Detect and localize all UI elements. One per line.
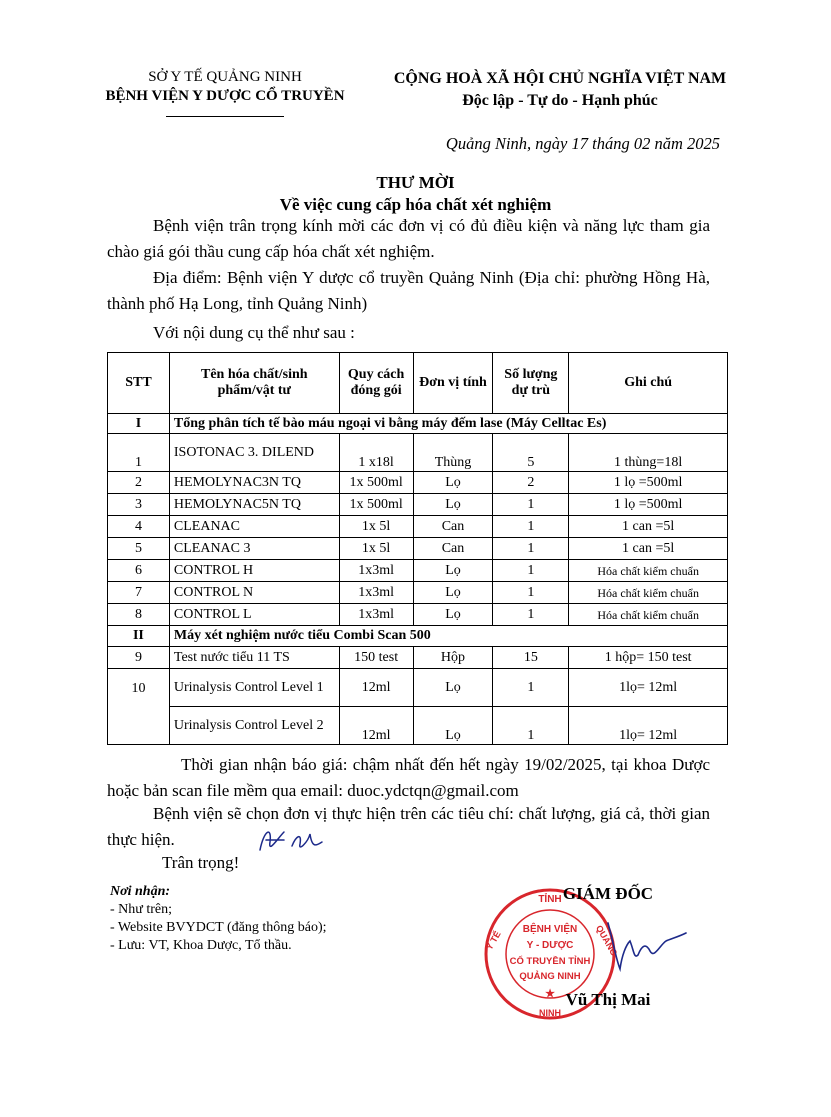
issuer-underline [166, 116, 284, 117]
content-intro-text: Với nội dung cụ thể như sau : [153, 323, 355, 342]
cell-name: CLEANAC [169, 516, 339, 538]
recipient-item: - Như trên; [110, 902, 173, 917]
recipient-item: - Lưu: VT, Khoa Dược, Tổ thầu. [110, 938, 292, 953]
items-table [107, 352, 728, 745]
cell-unit: Lọ [413, 560, 493, 582]
recipients-block [110, 883, 327, 955]
table-row [108, 582, 728, 604]
cell-spec: 1x 5l [339, 538, 413, 560]
national-title: CỘNG HOÀ XÃ HỘI CHỦ NGHĨA VIỆT NAM [393, 70, 727, 87]
national-header [360, 68, 760, 112]
cell-qty: 1 [493, 604, 569, 626]
cell-spec: 150 test [339, 647, 413, 669]
deadline-text: Thời gian nhận báo giá: chậm nhất đến hết ngày 19/02/2025, tại khoa Dược hoặc bản scan file mềm qua email: duoc.ydctqn@gmail.com [107, 755, 710, 800]
cell-stt: 8 [108, 604, 170, 626]
cell-name: Urinalysis Control Level 1 [169, 669, 339, 707]
cell-qty: 15 [493, 647, 569, 669]
closing-line: Trân trọng! [162, 853, 240, 872]
cell-name: CONTROL L [169, 604, 339, 626]
seal-ring-right: QUẢNG [593, 923, 620, 958]
cell-spec: 1x3ml [339, 604, 413, 626]
cell-unit: Lọ [413, 494, 493, 516]
cell-unit: Can [413, 516, 493, 538]
section-title: Máy xét nghiệm nước tiểu Combi Scan 500 [169, 626, 727, 647]
cell-name: CONTROL N [169, 582, 339, 604]
cell-spec: 1x 500ml [339, 472, 413, 494]
seal-line4: QUẢNG NINH [519, 971, 581, 982]
seal-ring-bottom: NINH [539, 1008, 561, 1018]
issuer-hospital: BỆNH VIỆN Y DƯỢC CỔ TRUYỀN [105, 88, 345, 104]
criteria-paragraph [107, 801, 710, 853]
cell-stt: 10 [108, 669, 170, 745]
cell-spec: 12ml [339, 669, 413, 707]
cell-qty: 1 [493, 669, 569, 707]
cell-name: ISOTONAC 3. DILEND [169, 434, 339, 472]
seal-line3: CỔ TRUYỀN TỈNH [509, 956, 591, 967]
cell-stt: 7 [108, 582, 170, 604]
cell-qty: 2 [493, 472, 569, 494]
section-row [108, 414, 728, 434]
cell-spec: 1x 500ml [339, 494, 413, 516]
seal-line2: Y - DƯỢC [526, 940, 574, 951]
issuer-department: SỞ Y TẾ QUẢNG NINH [148, 69, 302, 85]
cell-stt: 1 [108, 434, 170, 472]
document-title: THƯ MỜI [376, 173, 455, 192]
cell-unit: Lọ [413, 669, 493, 707]
national-motto: Độc lập - Tự do - Hạnh phúc [462, 92, 658, 109]
cell-name: HEMOLYNAC3N TQ [169, 472, 339, 494]
deadline-paragraph [107, 752, 710, 804]
table-row [108, 538, 728, 560]
issuer-block [60, 68, 390, 117]
cell-unit: Can [413, 538, 493, 560]
cell-name: HEMOLYNAC5N TQ [169, 494, 339, 516]
cell-unit: Lọ [413, 472, 493, 494]
cell-note: 1 hộp= 150 test [569, 647, 728, 669]
seal-line1: BỆNH VIỆN [522, 924, 578, 935]
cell-unit: Lọ [413, 707, 493, 745]
header-unit: Đơn vị tính [413, 353, 493, 414]
date-line: Quảng Ninh, ngày 17 tháng 02 năm 2025 [445, 134, 720, 153]
handwritten-signature [600, 915, 690, 975]
table-row [108, 707, 728, 745]
cell-qty: 1 [493, 560, 569, 582]
section-number: I [108, 414, 170, 434]
table-row [108, 647, 728, 669]
seal-ring-top: TỈNH [538, 894, 562, 905]
cell-qty: 5 [493, 434, 569, 472]
seal-star-icon: ★ [545, 988, 555, 1000]
cell-unit: Thùng [413, 434, 493, 472]
seal-ring-left: Y TẾ [484, 929, 503, 952]
cell-spec: 12ml [339, 707, 413, 745]
intro-text: Bệnh viện trân trọng kính mời các đơn vị có đủ điều kiện và năng lực tham gia chào giá gói thầu cung cấp hóa chất xét nghiệm. [107, 216, 710, 261]
cell-unit: Hộp [413, 647, 493, 669]
section-number: II [108, 626, 170, 647]
cell-note: Hóa chất kiểm chuẩn [569, 604, 728, 626]
header-stt: STT [108, 353, 170, 414]
document-subject: Về việc cung cấp hóa chất xét nghiệm [279, 195, 552, 214]
table-row [108, 434, 728, 472]
cell-qty: 1 [493, 494, 569, 516]
cell-note: 1 can =5l [569, 516, 728, 538]
cell-spec: 1x 5l [339, 516, 413, 538]
cell-qty: 1 [493, 707, 569, 745]
cell-qty: 1 [493, 582, 569, 604]
location-paragraph [107, 265, 710, 317]
cell-stt: 9 [108, 647, 170, 669]
table-row [108, 494, 728, 516]
table-row [108, 604, 728, 626]
cell-note: 1lọ= 12ml [569, 669, 728, 707]
cell-note: 1 lọ =500ml [569, 494, 728, 516]
cell-name: CONTROL H [169, 560, 339, 582]
cell-note: 1lọ= 12ml [569, 707, 728, 745]
recipients-heading: Nơi nhận: [110, 884, 171, 899]
initials-mark [250, 820, 330, 860]
cell-stt: 3 [108, 494, 170, 516]
signer-title: GIÁM ĐỐC [562, 884, 654, 903]
cell-note: 1 lọ =500ml [569, 472, 728, 494]
header-name: Tên hóa chất/sinh phẩm/vật tư [169, 353, 339, 414]
table-row [108, 669, 728, 707]
recipient-item: - Website BVYDCT (đăng thông báo); [110, 920, 327, 935]
table-header-row [108, 353, 728, 414]
section-row [108, 626, 728, 647]
content-intro [107, 320, 710, 346]
cell-unit: Lọ [413, 582, 493, 604]
location-text: Địa điểm: Bệnh viện Y dược cổ truyền Quảng Ninh (Địa chỉ: phường Hồng Hà, thành phố Hạ Long, tỉnh Quảng Ninh) [107, 268, 710, 313]
cell-stt: 5 [108, 538, 170, 560]
header-spec: Quy cách đóng gói [339, 353, 413, 414]
cell-stt: 2 [108, 472, 170, 494]
table-row [108, 472, 728, 494]
cell-spec: 1x3ml [339, 560, 413, 582]
cell-name: CLEANAC 3 [169, 538, 339, 560]
cell-note: 1 thùng=18l [569, 434, 728, 472]
cell-qty: 1 [493, 538, 569, 560]
table-row [108, 516, 728, 538]
cell-qty: 1 [493, 516, 569, 538]
intro-paragraph [107, 213, 710, 265]
cell-stt: 6 [108, 560, 170, 582]
cell-spec: 1 x18l [339, 434, 413, 472]
table-row [108, 560, 728, 582]
header-note: Ghi chú [569, 353, 728, 414]
cell-name: Urinalysis Control Level 2 [169, 707, 339, 745]
cell-note: Hóa chất kiểm chuẩn [569, 560, 728, 582]
signer-name: Vũ Thị Mai [565, 990, 651, 1009]
cell-spec: 1x3ml [339, 582, 413, 604]
cell-note: Hóa chất kiểm chuẩn [569, 582, 728, 604]
cell-unit: Lọ [413, 604, 493, 626]
section-title: Tổng phân tích tế bào máu ngoại vi bằng máy đếm lase (Máy Celltac Es) [169, 414, 727, 434]
cell-name: Test nước tiểu 11 TS [169, 647, 339, 669]
cell-note: 1 can =5l [569, 538, 728, 560]
header-qty: Số lượng dự trù [493, 353, 569, 414]
cell-stt: 4 [108, 516, 170, 538]
criteria-text: Bệnh viện sẽ chọn đơn vị thực hiện trên các tiêu chí: chất lượng, giá cả, thời gian thực hiện. [107, 804, 710, 849]
